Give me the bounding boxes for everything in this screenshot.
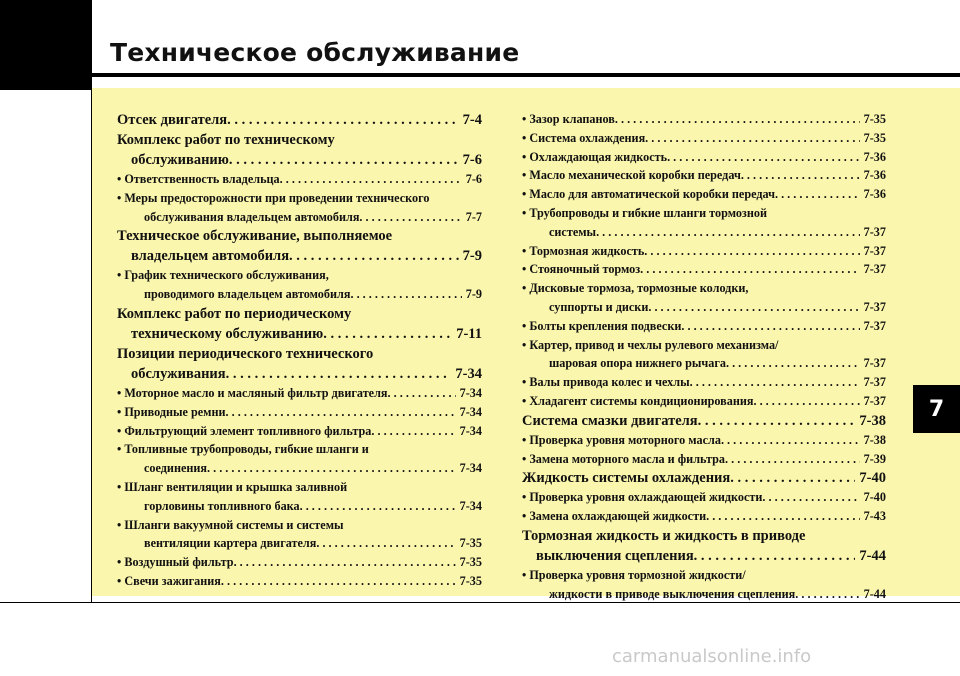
toc-entry[interactable] <box>522 110 886 129</box>
toc-column-left <box>117 110 482 591</box>
toc-entry-title: обслуживания <box>131 365 226 382</box>
dot-leader <box>615 110 860 129</box>
toc-entry-title: проводимого владельцем автомобиля <box>144 287 351 302</box>
toc-entry-title: • Дисковые тормоза, тормозные колодки, <box>522 281 749 296</box>
toc-entry[interactable] <box>522 260 886 279</box>
toc-entry-title: Позиции периодического технического <box>117 345 374 362</box>
toc-entry-title: • Моторное масло и масляный фильтр двигателя <box>117 385 388 400</box>
toc-entry-line <box>522 468 886 488</box>
dot-leader <box>234 553 456 572</box>
dot-leader <box>221 572 456 591</box>
toc-entry[interactable] <box>117 553 482 572</box>
toc-entry[interactable] <box>522 392 886 411</box>
dot-leader <box>226 364 452 384</box>
toc-entry-line <box>117 189 482 208</box>
toc-entry-line <box>117 440 482 459</box>
corner-block <box>0 0 92 90</box>
toc-entry[interactable] <box>522 507 886 526</box>
toc-page-number: 7-9 <box>462 248 482 265</box>
toc-entry-title: выключения сцепления <box>536 547 694 564</box>
toc-entry[interactable] <box>117 403 482 422</box>
toc-entry[interactable] <box>117 110 482 130</box>
dot-leader <box>229 150 459 170</box>
toc-entry-line <box>522 566 886 585</box>
toc-entry-line <box>117 534 482 553</box>
toc-entry-title: • Масло механической коробки передач <box>522 168 741 183</box>
dot-leader <box>226 403 456 422</box>
dot-leader <box>762 488 859 507</box>
dot-leader <box>726 354 860 373</box>
dot-leader <box>645 129 859 148</box>
toc-entry-line <box>522 336 886 355</box>
toc-entry-line <box>522 431 886 450</box>
toc-entry-title: обслуживанию <box>131 152 229 168</box>
toc-page-number: 7-34 <box>459 423 482 438</box>
toc-entry[interactable] <box>522 129 886 148</box>
dot-leader <box>207 459 456 478</box>
toc-page-number: 7-4 <box>462 112 482 128</box>
toc-entry-title: Комплекс работ по техническому <box>117 132 335 148</box>
toc-entry[interactable] <box>522 279 886 317</box>
toc-page-number: 7-35 <box>863 112 886 126</box>
toc-page-number: 7-37 <box>863 243 886 258</box>
toc-entry[interactable] <box>117 422 482 441</box>
toc-entry-title: • График технического обслуживания, <box>117 268 329 283</box>
toc-page-number: 7-34 <box>459 498 482 513</box>
dot-leader <box>690 373 860 392</box>
dot-leader <box>388 384 456 403</box>
toc-page-number: 7-7 <box>465 209 482 224</box>
toc-entry[interactable] <box>522 242 886 261</box>
toc-entry[interactable] <box>117 130 482 170</box>
toc-entry-title: • Охлаждающая жидкость <box>522 149 668 164</box>
dot-leader <box>280 170 462 189</box>
toc-entry-line <box>522 354 886 373</box>
toc-entry-line <box>117 572 482 591</box>
toc-entry[interactable] <box>522 204 886 242</box>
toc-entry-line <box>117 324 482 344</box>
toc-entry-title: Отсек двигателя <box>117 112 228 128</box>
toc-entry-title: • Меры предосторожности при проведении технического <box>117 190 430 205</box>
toc-entry-title: горловины топливного бака <box>144 498 300 513</box>
toc-entry[interactable] <box>522 468 886 488</box>
toc-page-number: 7-37 <box>863 356 886 371</box>
toc-entry-line <box>117 497 482 516</box>
toc-entry-line <box>522 392 886 411</box>
toc-page-number: 7-11 <box>456 325 482 342</box>
toc-entry[interactable] <box>117 516 482 554</box>
title-rule <box>92 73 960 77</box>
toc-entry[interactable] <box>522 526 886 566</box>
toc-entry-title: • Болты крепления подвески <box>522 318 682 333</box>
toc-entry-line <box>522 148 886 167</box>
toc-entry-line <box>522 373 886 392</box>
toc-entry-title: Жидкость системы охлаждения <box>522 470 731 487</box>
toc-entry[interactable] <box>522 317 886 336</box>
dot-leader <box>795 585 859 604</box>
toc-page-number: 7-34 <box>459 461 482 476</box>
toc-entry-title: соединения <box>144 461 208 476</box>
toc-entry[interactable] <box>117 304 482 344</box>
toc-page-number: 7-35 <box>863 130 886 145</box>
toc-entry-line <box>117 304 482 324</box>
toc-entry-title: • Стояночный тормоз <box>522 262 641 277</box>
toc-entry-title: • Масло для автоматической коробки передач <box>522 187 775 202</box>
toc-page-number: 7-37 <box>863 224 886 239</box>
toc-entry-title: • Проверка уровня охлаждающей жидкости <box>522 490 763 505</box>
toc-entry-line <box>117 150 482 170</box>
toc-entry-line <box>117 422 482 441</box>
dot-leader <box>698 411 856 431</box>
toc-entry-title: • Свечи зажигания <box>117 573 221 588</box>
toc-entry-title: • Проверка уровня тормозной жидкости/ <box>522 567 746 582</box>
toc-entry-title: • Картер, привод и чехлы рулевого механизма/ <box>522 337 779 352</box>
toc-page-number: 7-40 <box>859 470 886 487</box>
toc-entry-title: • Проверка уровня моторного масла <box>522 432 721 447</box>
dot-leader <box>644 242 859 261</box>
toc-column-right <box>522 110 886 604</box>
toc-entry[interactable] <box>117 344 482 384</box>
toc-entry-line <box>117 344 482 364</box>
toc-entry-line <box>117 130 482 150</box>
toc-entry[interactable] <box>522 431 886 450</box>
toc-entry-line <box>117 478 482 497</box>
toc-page-number: 7-37 <box>863 262 886 277</box>
dot-leader <box>741 166 860 185</box>
toc-entry[interactable] <box>117 572 482 591</box>
toc-entry[interactable] <box>522 185 886 204</box>
toc-page-number: 7-6 <box>462 152 482 168</box>
toc-entry-title: • Топливные трубопроводы, гибкие шланги и <box>117 442 369 457</box>
toc-page-number: 7-36 <box>863 168 886 183</box>
toc-entry-line <box>117 364 482 384</box>
toc-entry-title: • Приводные ремни <box>117 404 226 419</box>
dot-leader <box>753 392 859 411</box>
bottom-rule <box>0 602 960 603</box>
toc-entry-line <box>117 553 482 572</box>
toc-entry[interactable] <box>117 226 482 266</box>
toc-entry-title: жидкости в приводе выключения сцепления <box>549 586 796 601</box>
toc-entry-line <box>522 488 886 507</box>
toc-page-number: 7-38 <box>859 412 886 429</box>
watermark: carmanualsonline.info <box>612 646 812 667</box>
dot-leader <box>667 148 860 167</box>
toc-entry-line <box>522 411 886 431</box>
toc-entry[interactable] <box>117 384 482 403</box>
toc-entry-title: • Трубопроводы и гибкие шланги тормозной <box>522 205 767 220</box>
toc-entry-line <box>522 129 886 148</box>
toc-entry-line <box>117 285 482 304</box>
toc-page-number: 7-39 <box>863 451 886 466</box>
toc-entry-line <box>522 185 886 204</box>
toc-page-number: 7-34 <box>459 404 482 419</box>
toc-page-number: 7-44 <box>859 547 886 564</box>
toc-entry-title: • Ответственность владельца <box>117 172 280 186</box>
toc-page-number: 7-34 <box>455 365 482 382</box>
toc-entry-line <box>522 317 886 336</box>
toc-entry[interactable] <box>522 148 886 167</box>
toc-page-number: 7-37 <box>863 299 886 314</box>
dot-leader <box>323 324 452 344</box>
dot-leader <box>316 534 455 553</box>
dot-leader <box>706 507 860 526</box>
toc-entry-title: • Шланги вакуумной системы и системы <box>117 517 344 532</box>
toc-entry-title: • Фильтрующий элемент топливного фильтра <box>117 423 372 438</box>
toc-page-number: 7-37 <box>863 375 886 390</box>
toc-entry[interactable] <box>522 411 886 431</box>
toc-entry-title: • Валы привода колес и чехлы <box>522 375 690 390</box>
toc-page-number: 7-35 <box>459 536 482 551</box>
toc-entry[interactable] <box>117 440 482 478</box>
dot-leader <box>640 260 859 279</box>
dot-leader <box>300 497 456 516</box>
toc-entry-title: • Шланг вентиляции и крышка заливной <box>117 479 348 494</box>
toc-page-number: 7-6 <box>465 172 482 186</box>
toc-entry-title: Тормозная жидкость и жидкость в приводе <box>522 527 806 544</box>
dot-leader <box>350 285 461 304</box>
toc-entry-line <box>522 242 886 261</box>
toc-entry-line <box>522 110 886 129</box>
toc-entry-line <box>117 459 482 478</box>
dot-leader <box>289 246 459 266</box>
toc-entry-title: системы <box>549 224 597 239</box>
dot-leader <box>596 223 860 242</box>
toc-entry-title: • Хладагент системы кондиционирования <box>522 393 754 408</box>
toc-entry-line <box>522 546 886 566</box>
toc-entry-line <box>117 208 482 227</box>
dot-leader <box>359 208 461 227</box>
toc-entry-title: владельцем автомобиля <box>131 248 290 265</box>
toc-entry-line <box>522 223 886 242</box>
toc-entry-title: вентиляции картера двигателя <box>144 536 317 551</box>
dot-leader <box>227 110 459 130</box>
dot-leader <box>775 185 860 204</box>
toc-entry-title: техническому обслуживанию <box>131 325 324 342</box>
toc-entry-line <box>522 260 886 279</box>
toc-entry-title: • Зазор клапанов <box>522 112 615 126</box>
toc-entry-title: суппорты и диски <box>549 299 649 314</box>
toc-entry-line <box>522 204 886 223</box>
toc-entry-title: • Замена охлаждающей жидкости <box>522 509 707 524</box>
dot-leader <box>721 431 860 450</box>
toc-entry[interactable] <box>522 336 886 374</box>
toc-page-number: 7-34 <box>459 385 482 400</box>
toc-page-number: 7-36 <box>863 187 886 202</box>
toc-page-number: 7-44 <box>863 586 886 601</box>
toc-entry-title: шаровая опора нижнего рычага <box>549 356 726 371</box>
toc-entry-line <box>522 279 886 298</box>
toc-entry-line <box>117 516 482 535</box>
toc-entry-title: • Замена моторного масла и фильтра <box>522 451 726 466</box>
dot-leader <box>694 546 856 566</box>
dot-leader <box>371 422 455 441</box>
toc-entry[interactable] <box>522 566 886 604</box>
toc-entry-line <box>522 526 886 546</box>
chapter-tab[interactable]: 7 <box>913 385 960 433</box>
toc-entry[interactable] <box>117 170 482 189</box>
toc-entry[interactable] <box>117 189 482 227</box>
toc-entry-line <box>522 507 886 526</box>
toc-page-number: 7-37 <box>863 318 886 333</box>
toc-entry-line <box>117 403 482 422</box>
toc-entry-line <box>522 166 886 185</box>
toc-entry-title: Система смазки двигателя <box>522 412 698 429</box>
toc-entry[interactable] <box>522 488 886 507</box>
toc-entry-line <box>522 585 886 604</box>
dot-leader <box>681 317 859 336</box>
toc-entry-title: • Воздушный фильтр <box>117 555 234 570</box>
dot-leader <box>725 450 860 469</box>
toc-entry[interactable] <box>522 373 886 392</box>
toc-entry-title: Техническое обслуживание, выполняемое <box>117 228 393 245</box>
toc-page-number: 7-43 <box>863 509 886 524</box>
dot-leader <box>730 468 855 488</box>
toc-entry-title: • Тормозная жидкость <box>522 243 645 258</box>
toc-page-number: 7-35 <box>459 555 482 570</box>
toc-entry-line <box>117 384 482 403</box>
toc-entry-title: Комплекс работ по периодическому <box>117 305 352 322</box>
toc-page-number: 7-40 <box>863 490 886 505</box>
toc-page-number: 7-36 <box>863 149 886 164</box>
page-title: Техническое обслуживание <box>110 38 520 67</box>
dot-leader <box>648 298 859 317</box>
toc-entry[interactable] <box>522 450 886 469</box>
toc-entry-title: обслуживания владельцем автомобиля <box>144 209 360 224</box>
toc-entry[interactable] <box>522 166 886 185</box>
toc-page-number: 7-9 <box>465 287 482 302</box>
toc-entry[interactable] <box>117 266 482 304</box>
toc-entry-line <box>117 170 482 189</box>
toc-page-number: 7-35 <box>459 573 482 588</box>
toc-entry-line <box>117 110 482 130</box>
toc-entry-title: • Система охлаждения <box>522 130 646 145</box>
toc-entry[interactable] <box>117 478 482 516</box>
toc-entry-line <box>522 298 886 317</box>
toc-entry-line <box>117 266 482 285</box>
toc-page-number: 7-37 <box>863 393 886 408</box>
toc-page-number: 7-38 <box>863 432 886 447</box>
toc-entry-line <box>117 226 482 246</box>
toc-entry-line <box>522 450 886 469</box>
toc-entry-line <box>117 246 482 266</box>
